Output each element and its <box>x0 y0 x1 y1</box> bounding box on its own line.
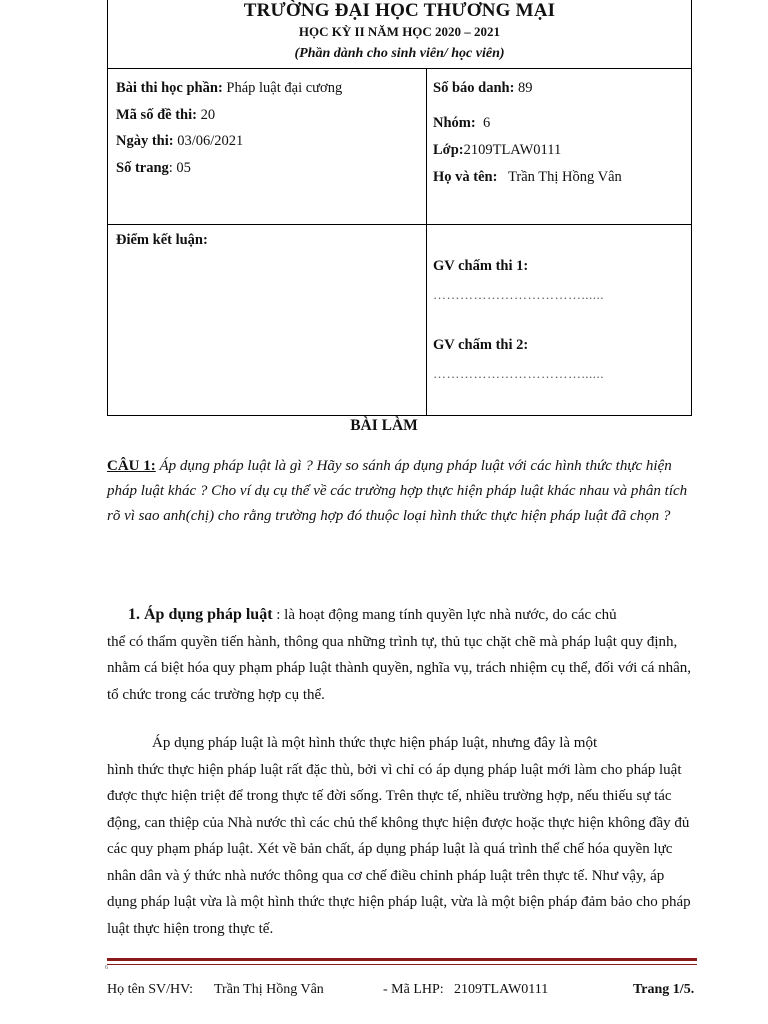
footer-lhp-label: - Mã LHP: <box>383 982 444 997</box>
semester-line: HỌC KỲ II NĂM HỌC 2020 – 2021 <box>298 24 501 39</box>
student-id-field: Số báo danh: 89 <box>433 80 533 96</box>
grader1-signature-line: ……………………………...... <box>433 287 604 302</box>
final-score-label: Điểm kết luận: <box>116 232 208 248</box>
footer-rule-thin <box>107 964 697 965</box>
paragraph-first-line: Áp dụng pháp luật là một hình thức thực hiện pháp luật, nhưng đây là một <box>152 735 598 751</box>
paragraph-analysis <box>107 730 695 942</box>
grader2-signature-line: ……………………………...... <box>433 366 604 381</box>
table-divider <box>108 68 691 69</box>
footer-rule <box>107 958 697 961</box>
footer-page-number: Trang 1/5. <box>633 982 695 997</box>
paragraph-text: thể có thẩm quyền tiến hành, thông qua những trình tự, thủ tục chặt chẽ mà pháp luật quy định, nhằm cá biệt hóa quy phạm pháp luật thành quyền, nghĩa vụ, trách nhiệm cụ thể, đối với cá nhân, tổ chức trong các trường hợp cụ thể. <box>107 633 692 703</box>
group-field: Nhóm: 6 <box>433 115 491 131</box>
subject-field: Bài thi học phần: Pháp luật đại cương <box>116 80 343 96</box>
footer-lhp: 2109TLAW0111 <box>454 982 549 997</box>
grader2-label: GV chấm thi 2: <box>433 337 529 353</box>
table-divider <box>108 224 691 225</box>
page-count-field: Số trang: 05 <box>116 160 191 176</box>
section-note: (Phần dành cho sinh viên/ học viên) <box>294 46 505 61</box>
section-heading: 1. Áp dụng pháp luật <box>128 606 273 623</box>
exam-info-table <box>107 0 692 416</box>
class-field: Lớp:2109TLAW0111 <box>433 142 562 158</box>
paragraph-text: hình thức thực hiện pháp luật rất đặc thù, bởi vì chỉ có áp dụng pháp luật mới làm cho pháp luật được thực hiện triệt để trong thực tế đời sống. Trên thực tế, nhiều trường hợp, nếu thiếu sự tác động, can thiệp của Nhà nước thì các chủ thể không thực hiện được hoặc thực hiện không đầy đủ các quy phạm pháp luật. Xét về bản chất, áp dụng pháp luật là quá trình thể chế hóa quyền lực nhân dân và ý thức nhà nước thông qua cơ chế điều chỉnh pháp luật trên thực tế. Như vậy, áp dụng pháp luật vừa là một hình thức thực hiện pháp luật, vừa là một biện pháp đảm bảo cho pháp luật thực hiện trong thực tế. <box>107 761 691 937</box>
answer-title: BÀI LÀM <box>350 417 418 434</box>
footer-name-label: Họ tên SV/HV: <box>107 982 194 997</box>
grader1-label: GV chấm thi 1: <box>433 258 529 274</box>
question-1-label: CÂU 1: <box>107 458 156 474</box>
question-1-text: Áp dụng pháp luật là gì ? Hãy so sánh áp dụng pháp luật với các hình thức thực hiện pháp luật khác ? Cho ví dụ cụ thể về các trường hợp thực hiện pháp luật khác nhau và phân tích rõ vì sao anh(chị) cho rằng trường hợp đó thuộc loại hình thức thực hiện pháp luật đã chọn ? <box>107 458 688 524</box>
question-1 <box>107 454 702 529</box>
school-name: TRƯỜNG ĐẠI HỌC THƯƠNG MẠI <box>243 0 556 21</box>
table-column-divider <box>426 68 427 415</box>
exam-date-field: Ngày thi: 03/06/2021 <box>116 133 244 149</box>
paragraph-definition: 1. Áp dụng pháp luật : là hoạt động mang tính quyền lực nhà nước, do các chủ thể có thẩm quyền tiến hành, thông qua những trình tự, thủ tục chặt chẽ mà pháp luật quy định, nhằm cá biệt hóa quy phạm pháp luật thành quyền, nghĩa vụ, trách nhiệm cụ thể, đối với cá nhân, tổ chức trong các trường hợp cụ thể. <box>107 602 695 708</box>
footer-mark: 6 <box>105 965 108 971</box>
exam-code-field: Mã số đề thi: 20 <box>116 107 216 123</box>
footer-name: Trần Thị Hồng Vân <box>214 982 324 997</box>
student-name-field: Họ và tên: Trần Thị Hồng Vân <box>433 169 622 185</box>
